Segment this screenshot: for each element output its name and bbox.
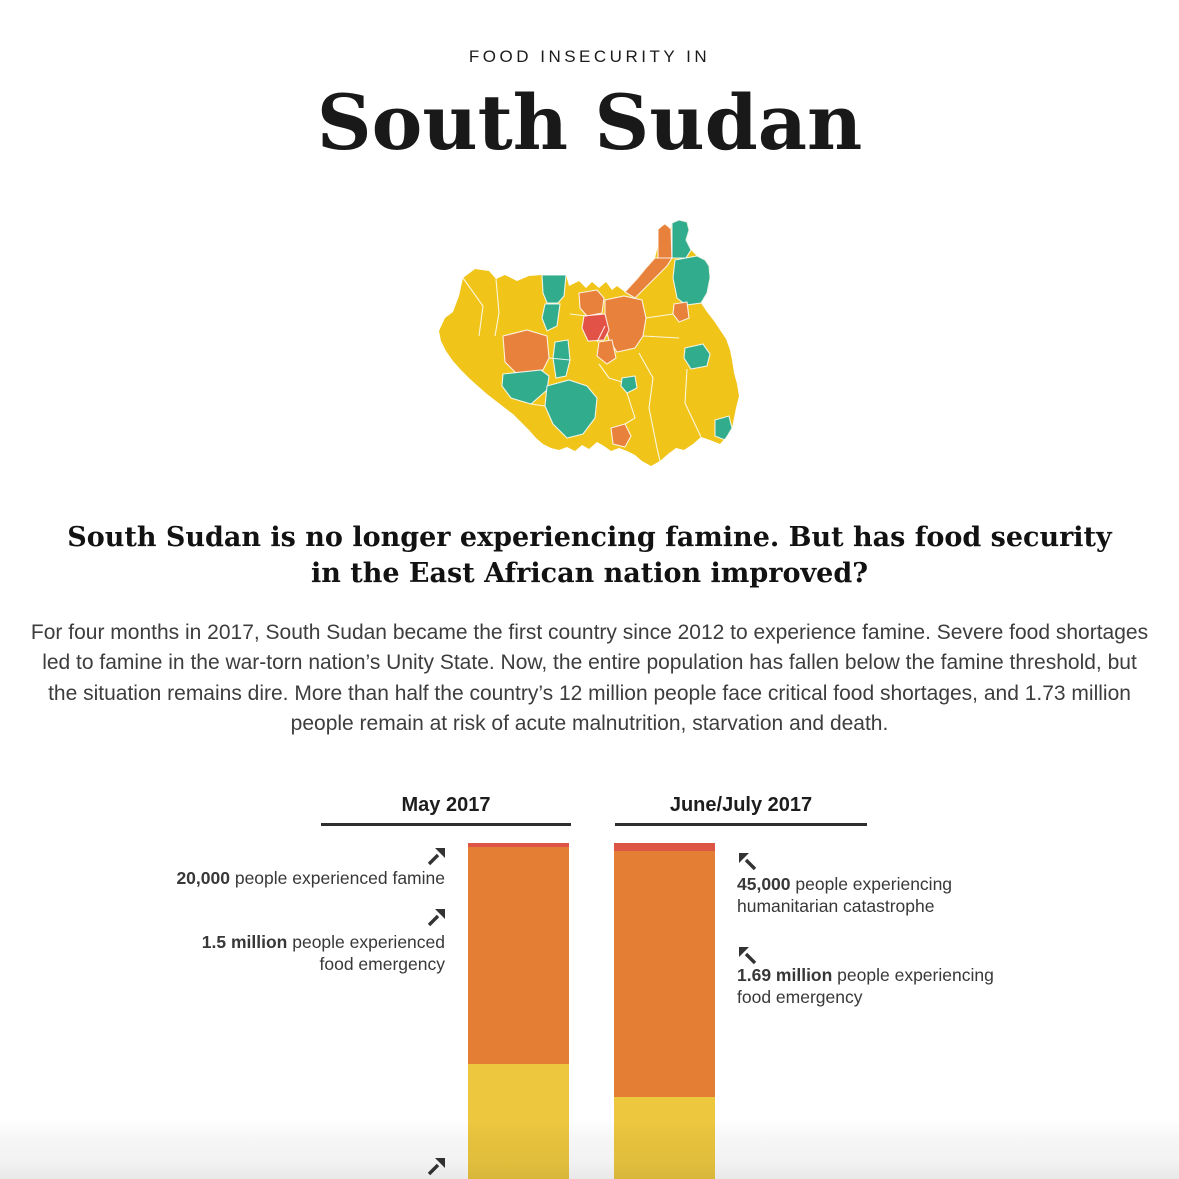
bar-june-july-2017 [614,843,715,1179]
arrow-up-left-icon [736,944,758,966]
segment-lower [468,1064,569,1179]
annotation-famine-may: 20,000 people experienced famine [176,868,445,888]
annotation-catastrophe-june: 45,000 people experiencing humanitarian catastrophe [737,874,953,916]
segment-humanitarian-catastrophe [614,843,715,851]
annotation-emergency-may: 1.5 million people experienced food emergency [201,932,445,974]
annotation-emergency-june: 1.69 million people experiencing food emergency [737,965,994,1007]
segment-food-emergency [614,851,715,1097]
intro-paragraph: For four months in 2017, South Sudan became the first country since 2012 to experience famine. Severe food shortages led to famine in the war-torn nation’s Unity State. Now, the entire population has fallen below the famine threshold, but the situation remains dire. More than half the country’s 12 million people face critical food shortages, and 1.73 million people remain at risk of acute malnutrition, starvation and death. [30,621,1149,736]
arrow-up-left-icon [736,850,758,872]
page-title: South Sudan [316,78,863,167]
segment-lower [614,1097,715,1179]
column-header-may: May 2017 [401,794,491,816]
kicker: FOOD INSECURITY IN [468,47,711,66]
arrow-up-right-icon [426,1155,448,1177]
segment-food-emergency [468,847,569,1064]
column-header-june: June/July 2017 [669,794,813,816]
column-rule-may [321,823,571,826]
arrow-up-right-icon [426,845,448,867]
arrow-up-right-icon [426,906,448,928]
subtitle: South Sudan is no longer experiencing famine. But has food security in the East African nation improved? [67,522,1112,589]
bar-may-2017 [468,843,569,1179]
column-rule-june [615,823,867,826]
